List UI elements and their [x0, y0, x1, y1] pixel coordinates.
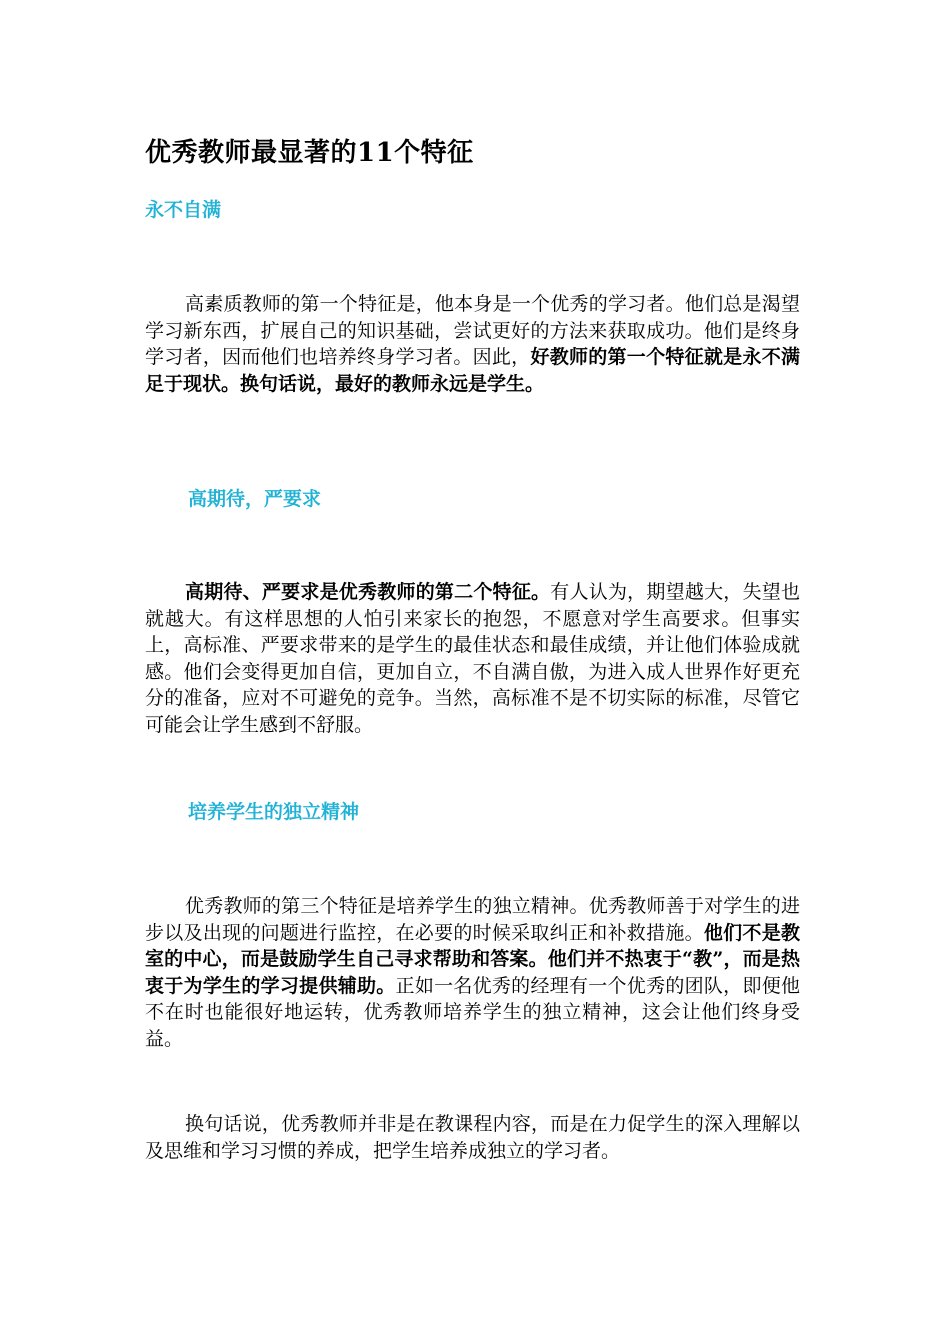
section-heading-2: 高期待，严要求 — [188, 488, 322, 510]
bold-text-run: 高期待、严要求是优秀教师的第二个特征。 — [185, 581, 551, 603]
section-3-paragraph-1 — [145, 893, 800, 1052]
text-run: 换句话说，优秀教师并非是在教课程内容，而是在力促学生的深入理解以及思维和学习习惯的养成，把学生培养成独立的学习者。 — [145, 1113, 800, 1162]
text-run: 优秀教师的第三个特征是培养学生的独立精神。优秀教师善于对学生的进步以及出现的问题进行监控，在必要的时候采取纠正和补救措施。 — [145, 895, 800, 944]
section-2-paragraph-1 — [145, 579, 800, 738]
bold-text-run: 他们不是教室的中心，而是鼓励学生自己寻求帮助和答案。他们并不热衷于“教”，而是热衷于为学生的学习提供辅助。 — [145, 921, 800, 997]
text-run: 正如一名优秀的经理有一个优秀的团队，即便他不在时也能很好地运转，优秀教师培养学生的独立精神，这会让他们终身受益。 — [145, 974, 800, 1050]
text-run: 有人认为，期望越大，失望也就越大。有这样思想的人怕引来家长的抱怨，不愿意对学生高要求。但事实上，高标准、严要求带来的是学生的最佳状态和最佳成绩，并让他们体验成就感。他们会变得更加自信，更加自立，不自满自傲，为进入成人世界作好更充分的准备，应对不可避免的竞争。当然，高标准不是不切实际的标准，尽管它可能会让学生感到不舒服。 — [145, 581, 800, 736]
bold-text-run: 好教师的第一个特征就是永不满足于现状。换句话说，最好的教师永远是学生。 — [145, 346, 800, 395]
section-heading-1: 永不自满 — [145, 199, 222, 221]
section-heading-3: 培养学生的独立精神 — [188, 801, 360, 823]
text-run: 高素质教师的第一个特征是，他本身是一个优秀的学习者。他们总是渴望学习新东西，扩展自己的知识基础，尝试更好的方法来获取成功。他们是终身学习者，因而他们也培养终身学习者。因此， — [145, 293, 800, 368]
section-1-paragraph-1 — [145, 291, 800, 397]
document-title: 优秀教师最显著的11个特征 — [145, 138, 474, 168]
section-3-paragraph-2 — [145, 1111, 800, 1164]
